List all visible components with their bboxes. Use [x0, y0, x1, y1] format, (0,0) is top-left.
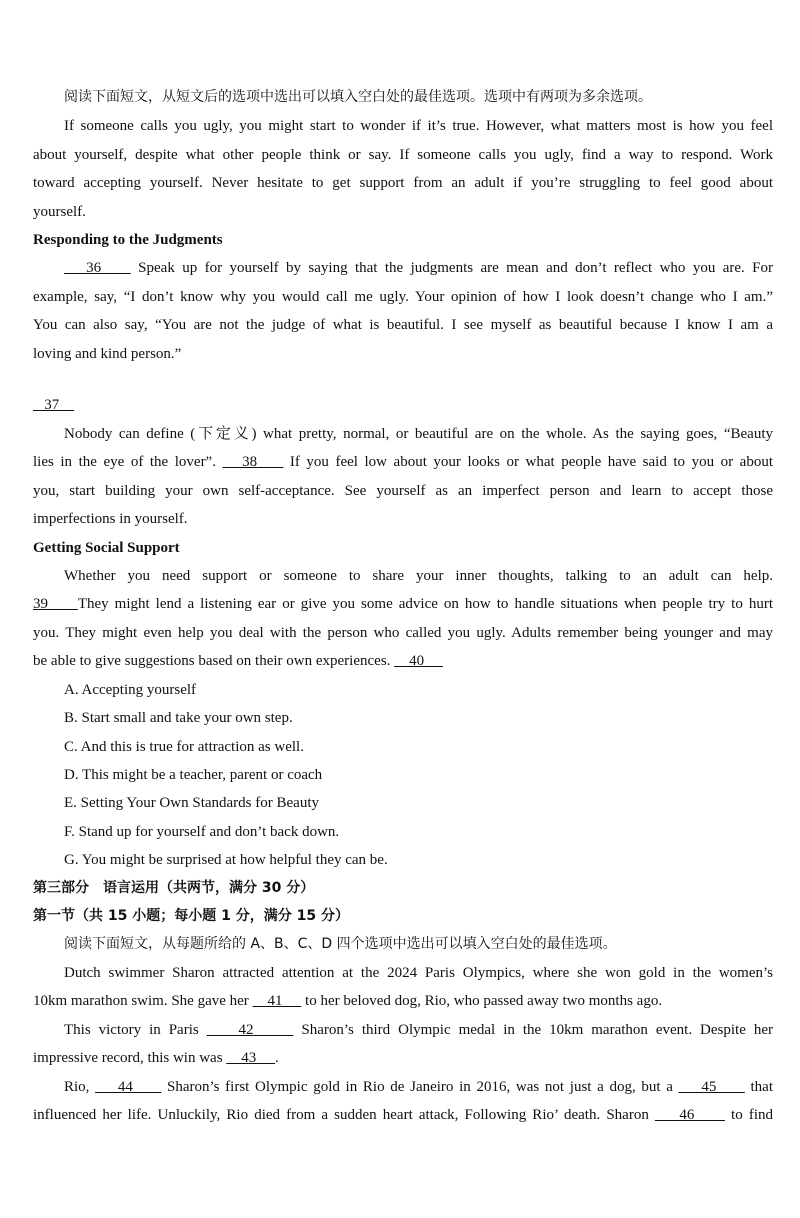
line-text: If you feel low about your looks or what people have said to you or about	[283, 454, 773, 470]
line-text: 10km marathon swim. She gave her	[33, 993, 253, 1009]
line-text: be able to give suggestions based on their own experiences.	[33, 653, 395, 669]
line-text: This victory in Paris	[64, 1022, 207, 1038]
passage1-line: Nobody can define (下定义) what pretty, normal, or beautiful are on the whole. As the saying goes, “Beauty	[64, 426, 773, 442]
blank-40: 40	[394, 653, 443, 669]
line-text: to her beloved dog, Rio, who passed away two months ago.	[301, 993, 663, 1009]
option-c: C. And this is true for attraction as well.	[64, 739, 304, 755]
blank-45: 45	[678, 1079, 745, 1095]
passage1-line: yourself.	[33, 204, 86, 220]
option-a: A. Accepting yourself	[64, 682, 197, 698]
option-b: B. Start small and take your own step.	[64, 710, 293, 726]
blank-38: 38	[222, 454, 284, 470]
passage2-line	[64, 1020, 773, 1040]
line-text: that	[744, 1079, 773, 1095]
heading-social-support: Getting Social Support	[33, 540, 180, 556]
line-text: to find	[724, 1107, 773, 1123]
option-f: F. Stand up for yourself and don’t back down.	[64, 824, 340, 840]
line-text: They might lend a listening ear or give you some advice on how to handle situations when people try to hurt	[77, 596, 773, 612]
passage1-line: If someone calls you ugly, you might start to wonder if it’s true. However, what matters most is how you feel	[64, 118, 773, 134]
heading-responding: Responding to the Judgments	[33, 232, 223, 248]
line-text: influenced her life. Unluckily, Rio died from a sudden heart attack, Following Rio’ death. Sharon	[33, 1107, 655, 1123]
passage1-line	[64, 258, 773, 278]
blank-44: 44	[95, 1079, 162, 1095]
line-text: Speak up for yourself by saying that the judgments are mean and don’t reflect who you are. For	[130, 260, 774, 276]
blank-46: 46	[654, 1107, 725, 1123]
blank-39: 39	[33, 596, 78, 612]
intro-instruction: 阅读下面短文，从短文后的选项中选出可以填入空白处的最佳选项。选项中有两项为多余选项。	[64, 89, 652, 105]
passage1-line: example, say, “I don’t know why you would call me ugly. Your opinion of how I look doesn’t change who I am.”	[33, 289, 773, 305]
blank-36: 36	[64, 260, 131, 276]
line-text: impressive record, this win was	[33, 1050, 227, 1066]
passage1-line	[33, 594, 773, 614]
passage1-line	[33, 651, 773, 671]
blank-42: 42	[206, 1022, 294, 1038]
passage2-line	[33, 1048, 773, 1068]
passage2-line	[33, 991, 773, 1011]
section1-title: 第一节（共 15 小题；每小题 1 分，满分 15 分）	[33, 908, 349, 924]
option-g: G. You might be surprised at how helpful they can be.	[64, 852, 388, 868]
line-text: Sharon’s first Olympic gold in Rio de Janeiro in 2016, was not just a dog, but a	[161, 1079, 679, 1095]
passage1-line: you. They might even help you deal with the person who called you ugly. Adults remember being younger and may	[33, 625, 773, 641]
passage1-line: about yourself, despite what other people think or say. If someone calls you ugly, find a way to respond. Work	[33, 147, 773, 163]
passage1-line: Whether you need support or someone to share your inner thoughts, talking to an adult can help.	[64, 568, 773, 584]
passage2-line: Dutch swimmer Sharon attracted attention at the 2024 Paris Olympics, where she won gold in the women’s	[64, 965, 773, 981]
passage2-line	[64, 1077, 773, 1097]
blank-37: 37	[33, 397, 75, 413]
passage1-line: You can also say, “You are not the judge of what is beautiful. I see myself as beautiful because I know I am a	[33, 317, 773, 333]
passage1-line: loving and kind person.”	[33, 346, 182, 362]
blank-43: 43	[226, 1050, 276, 1066]
section1-instruction: 阅读下面短文，从每题所给的 A、B、C、D 四个选项中选出可以填入空白处的最佳选项。	[64, 936, 617, 952]
option-d: D. This might be a teacher, parent or coach	[64, 767, 323, 783]
passage1-line: toward accepting yourself. Never hesitate to get support from an adult if you’re struggling to feel good about	[33, 175, 773, 191]
passage1-line	[33, 452, 773, 472]
passage1-line: imperfections in yourself.	[33, 511, 188, 527]
line-text: Sharon’s third Olympic medal in the 10km marathon event. Despite her	[293, 1022, 773, 1038]
line-text: lies in the eye of the lover”.	[33, 454, 223, 470]
blank-41: 41	[252, 993, 302, 1009]
passage2-line	[33, 1105, 773, 1125]
passage1-line	[33, 395, 773, 415]
line-text: Rio,	[64, 1079, 96, 1095]
passage1-line: you, start building your own self-acceptance. See yourself as an imperfect person and learn to accept those	[33, 483, 773, 499]
option-e: E. Setting Your Own Standards for Beauty	[64, 795, 319, 811]
line-text: .	[275, 1050, 279, 1066]
part3-title: 第三部分 语言运用（共两节，满分 30 分）	[33, 880, 315, 896]
